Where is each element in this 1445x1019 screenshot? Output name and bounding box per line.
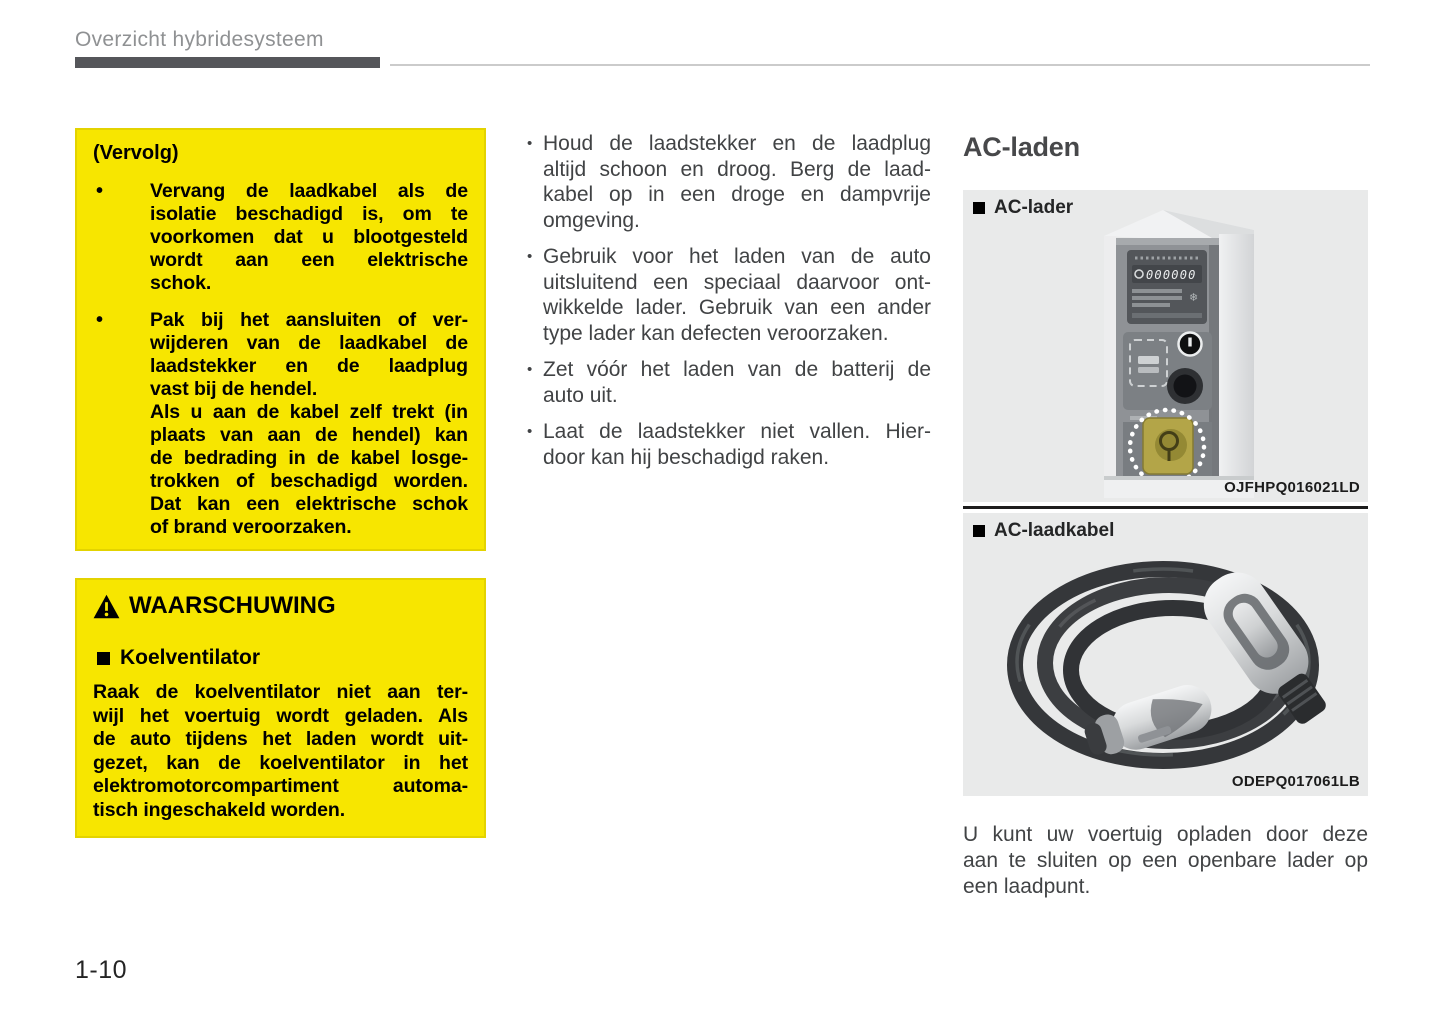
bullet-glyph: • bbox=[527, 248, 533, 265]
figure-label-text: AC-lader bbox=[994, 197, 1074, 218]
bullet-glyph: • bbox=[527, 423, 533, 440]
list-item bbox=[527, 244, 931, 346]
display-snowflake-icon: ❄ bbox=[1189, 292, 1199, 304]
warning-body-text: Raak de koelventilator niet aan ter- wijl het voertuig wordt geladen. Als de auto tijdens het laden wordt uit- gezet, kan de koelventilator in het elektromotorcompartiment automa- tisch ingeschakeld worden. bbox=[93, 681, 468, 821]
figure-caption: U kunt uw voertuig opladen door deze aan te sluiten op een openbare lader op een laadpunt. bbox=[963, 823, 1368, 898]
note-bullet-item bbox=[93, 309, 468, 539]
figure-label bbox=[973, 520, 1114, 542]
continued-box-title: (Vervolg) bbox=[93, 142, 179, 164]
note-bullet-item bbox=[93, 180, 468, 295]
figure-ac-charger bbox=[963, 190, 1368, 502]
warning-box-header bbox=[93, 591, 468, 621]
bullet-glyph: • bbox=[527, 361, 533, 378]
continued-note-box bbox=[75, 128, 486, 551]
page-number: 1-10 bbox=[75, 956, 128, 984]
charger-illustration bbox=[963, 190, 1368, 502]
figure-code: ODEPQ017061LB bbox=[1231, 773, 1360, 790]
figure-label-text: AC-laadkabel bbox=[994, 520, 1115, 541]
header-underline-bar bbox=[75, 57, 380, 68]
charger-kiosk bbox=[1104, 210, 1254, 498]
warning-box-title: WAARSCHUWING bbox=[129, 592, 336, 619]
list-item-text: Laat de laadstekker niet vallen. Hier- door kan hij beschadigd raken. bbox=[543, 420, 931, 469]
header-rule-line bbox=[390, 64, 1370, 66]
warning-box bbox=[75, 578, 486, 838]
figure-divider-line bbox=[963, 506, 1368, 509]
middle-text-column bbox=[527, 131, 931, 481]
square-bullet-icon bbox=[97, 652, 110, 665]
figure-ac-cable bbox=[963, 513, 1368, 796]
list-item-text: Zet vóór het laden van de batterij de auto uit. bbox=[543, 358, 931, 407]
warning-triangle-icon bbox=[93, 594, 120, 619]
charger-display-value: 000000 bbox=[1146, 268, 1197, 282]
warning-subheading bbox=[93, 646, 468, 670]
list-item bbox=[527, 419, 931, 470]
note-bullet-text: Pak bij het aansluiten of ver- wijderen van de laadkabel de laadstekker en de laadplug vast bij de hendel. Als u aan de kabel zelf trekt (in plaats van aan de hendel) kan de bedrading in de kabel losge- trokken of beschadigd worden. Dat kan een elektrische schok of brand veroorzaken. bbox=[150, 309, 468, 538]
bullet-glyph: • bbox=[96, 309, 104, 331]
list-item-text: Gebruik voor het laden van de auto uitsluitend een speciaal daarvoor ont- wikkelde lader. Gebruik van een ander type lader kan defecten veroorzaken. bbox=[543, 245, 931, 345]
right-figure-column bbox=[963, 131, 1368, 900]
list-item-text: Houd de laadstekker en de laadplug altijd schoon en droog. Berg de laad- kabel op in een droge en dampvrije omgeving. bbox=[543, 132, 931, 232]
section-heading: AC-laden bbox=[963, 132, 1080, 162]
list-item bbox=[527, 357, 931, 408]
square-bullet-icon bbox=[973, 525, 985, 537]
warning-subtitle: Koelventilator bbox=[120, 646, 261, 669]
cable-illustration bbox=[963, 513, 1368, 796]
figure-code: OJFHPQ016021LD bbox=[1224, 479, 1360, 496]
square-bullet-icon bbox=[973, 202, 985, 214]
bullet-glyph: • bbox=[96, 180, 104, 202]
page-header-title: Overzicht hybridesysteem bbox=[75, 28, 324, 51]
bullet-glyph: • bbox=[527, 135, 533, 152]
figure-label bbox=[973, 197, 1073, 219]
note-bullet-text: Vervang de laadkabel als de isolatie beschadigd is, om te voorkomen dat u blootgesteld wordt aan een elektrische schok. bbox=[150, 180, 468, 294]
list-item bbox=[527, 131, 931, 233]
